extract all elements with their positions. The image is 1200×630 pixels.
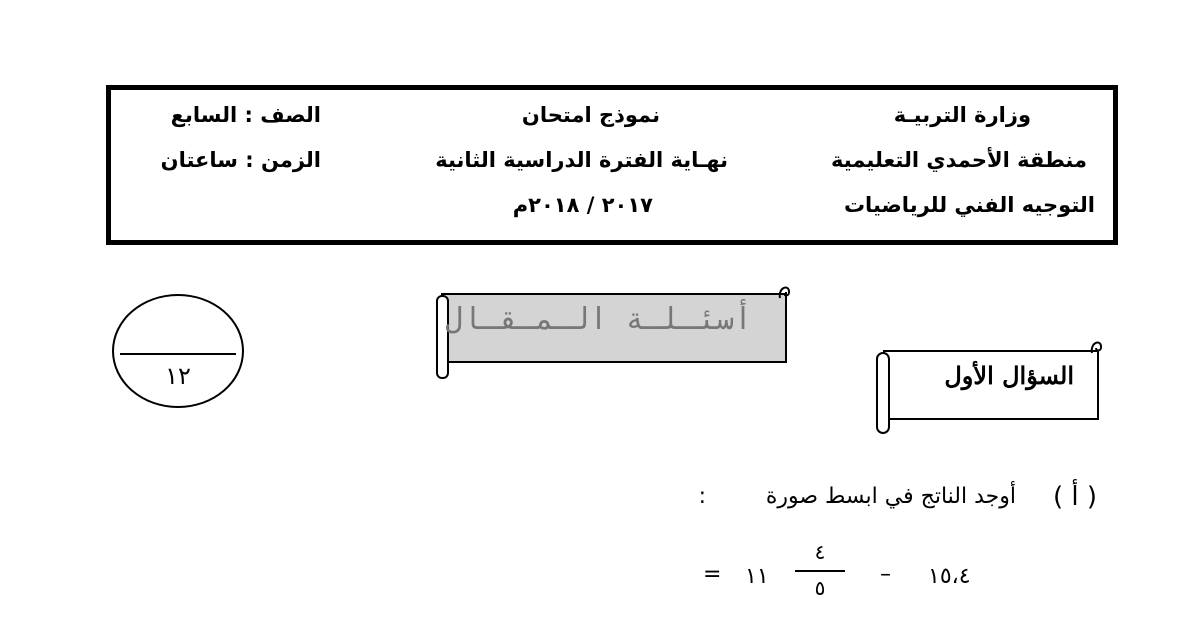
exam-year: ٢٠١٧ / ٢٠١٨م (512, 193, 653, 217)
question-banner (874, 337, 1106, 437)
exam-period: نهـاية الفترة الدراسية الثانية (435, 148, 728, 172)
time-label: الزمن : ساعتان (160, 148, 321, 172)
ministry-label: وزارة التربيـة (893, 103, 1031, 127)
grade-label: الصف : السابع (170, 103, 321, 127)
fraction-denominator: ٥ (814, 576, 826, 600)
score-box (112, 294, 244, 408)
section-banner-label: أسئـلـة الـمـقـال (444, 302, 752, 337)
question-a-colon: : (698, 484, 706, 509)
expr-left-value: ١٥،٤ (928, 564, 971, 589)
section-banner (434, 282, 792, 380)
fraction-bar (795, 570, 845, 572)
region-label: منطقة الأحمدي التعليمية (831, 148, 1087, 172)
question-banner-label: السؤال الأول (944, 361, 1074, 390)
score-total: ١٢ (165, 362, 191, 390)
expr-equals: = (703, 562, 722, 587)
score-blank-line (120, 353, 236, 355)
expr-minus: – (880, 562, 891, 587)
exam-header (106, 85, 1118, 245)
expr-whole: ١١ (745, 564, 769, 589)
question-a-instruction: أوجد الناتج في ابسط صورة (765, 484, 1016, 509)
fraction (795, 540, 845, 600)
fraction-numerator: ٤ (814, 540, 826, 564)
question-a-marker: ( أ ) (1052, 482, 1097, 512)
exam-title: نموذج امتحان (521, 103, 660, 127)
department-label: التوجيه الفني للرياضيات (843, 193, 1095, 217)
